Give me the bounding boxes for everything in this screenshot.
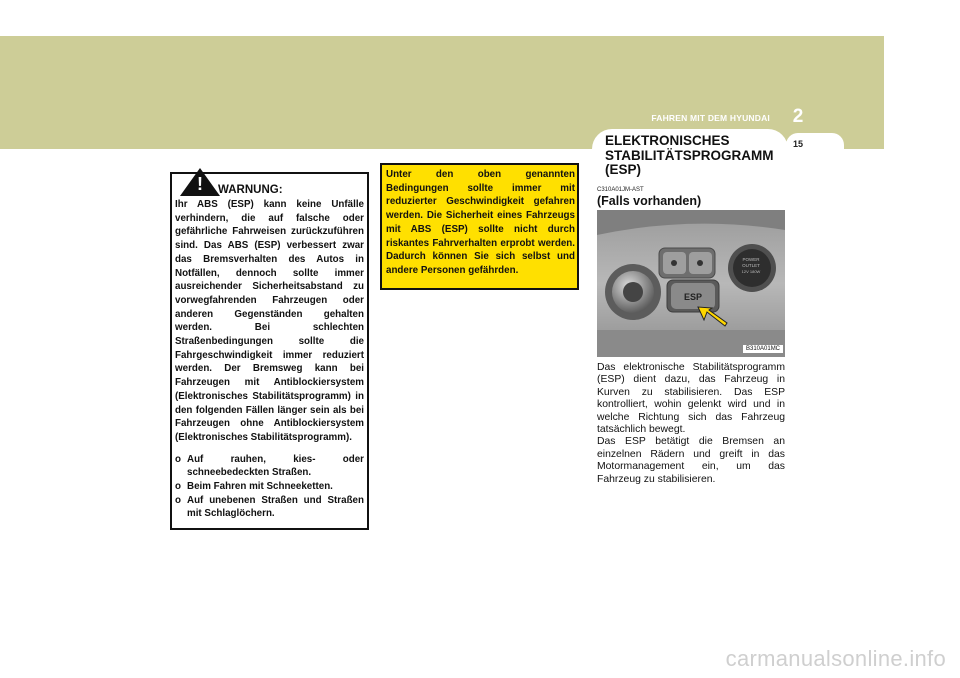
exclamation-mark: ! (197, 174, 203, 194)
photo-code: B310A01MC (743, 345, 783, 353)
description-paragraph: Das ESP betätigt die Bremsen an einzelnen Rädern und greift in das Motormanagement ein, um das Fahrzeug zu stabilisieren. (597, 436, 785, 485)
bullet-mark: o (175, 494, 181, 506)
bullet-text: Beim Fahren mit Schneeketten. (187, 481, 333, 493)
section-title-line: STABILITÄTSPROGRAMM (605, 147, 774, 163)
bullet-text: Auf unebenen Straßen und Straßen mit Schlaglöchern. (187, 494, 364, 520)
warning-body (175, 198, 364, 521)
description-paragraph: Das elektronische Stabilitätsprogramm (ESP) dient dazu, das Fahrzeug in Kurven zu stabilisieren. Das ESP kontrolliert, wohin gelenkt wird und in welche Richtung sich das Fahrzeug tatsächlich bewegt. (597, 362, 785, 436)
esp-description (597, 362, 785, 486)
watermark: carmanualsonline.info (725, 646, 946, 671)
esp-switch-photo (597, 210, 785, 357)
section-title-line: (ESP) (605, 162, 642, 177)
bullet-mark: o (175, 453, 181, 465)
caution-note-text: Unter den oben genannten Bedingungen sollte immer mit reduzierter Geschwindigkeit gefahren werden. Die Sicherheit eines Fahrzeugs mit ABS (ESP) sollte nicht durch riskantes Fahrverhalten erprobt werden. Dadurch können Sie sich selbst und andere Personen gefährden. (386, 169, 575, 276)
warning-bullet (175, 480, 364, 494)
outlet-label-3: 12V 180W (741, 269, 761, 274)
bullet-mark: o (175, 481, 181, 493)
chapter-title: FAHREN MIT DEM HYUNDAI (651, 113, 770, 123)
bullet-text: Auf rauhen, kies- oder schneebedeckten Straßen. (187, 453, 364, 479)
warning-bullet (175, 494, 364, 521)
section-title-line: ELEKTRONISCHES (605, 133, 730, 148)
esp-switch-illustration (597, 210, 785, 357)
chapter-number: 2 (792, 106, 804, 127)
warning-bullet (175, 453, 364, 480)
warning-heading: WARNUNG: (218, 184, 283, 196)
page-number: 15 (792, 139, 803, 149)
outlet-label-1: POWER (742, 257, 760, 262)
reference-code: C310A01JM-AST (597, 187, 644, 193)
section-title (605, 134, 795, 178)
subheading: (Falls vorhanden) (597, 194, 702, 208)
outlet-label-2: OUTLET (742, 263, 760, 268)
esp-label: ESP (683, 292, 703, 302)
warning-paragraph: Ihr ABS (ESP) kann keine Unfälle verhindern, die auf falsche oder gefährliche Fahrweisen zurückzuführen sind. Das ABS (ESP) verbessert zwar das Bremsverhalten des Autos in Notfällen, dennoch sollte immer ausreichender Sicherheitsabstand zu vorwegfahrenden Fahrzeugen oder anderen Gegenständen gehalten werden. Bei schlechten Straßenbedingungen sollte die Fahrgeschwindigkeit immer reduziert werden. Der Bremsweg kann bei Fahrzeugen mit Antiblockiersystem (Elektronisches Stabilitätsprogramm) in den folgenden Fällen länger sein als bei Fahrzeugen ohne Antiblockiersystem (Elektronisches Stabilitätsprogramm). (175, 199, 364, 443)
